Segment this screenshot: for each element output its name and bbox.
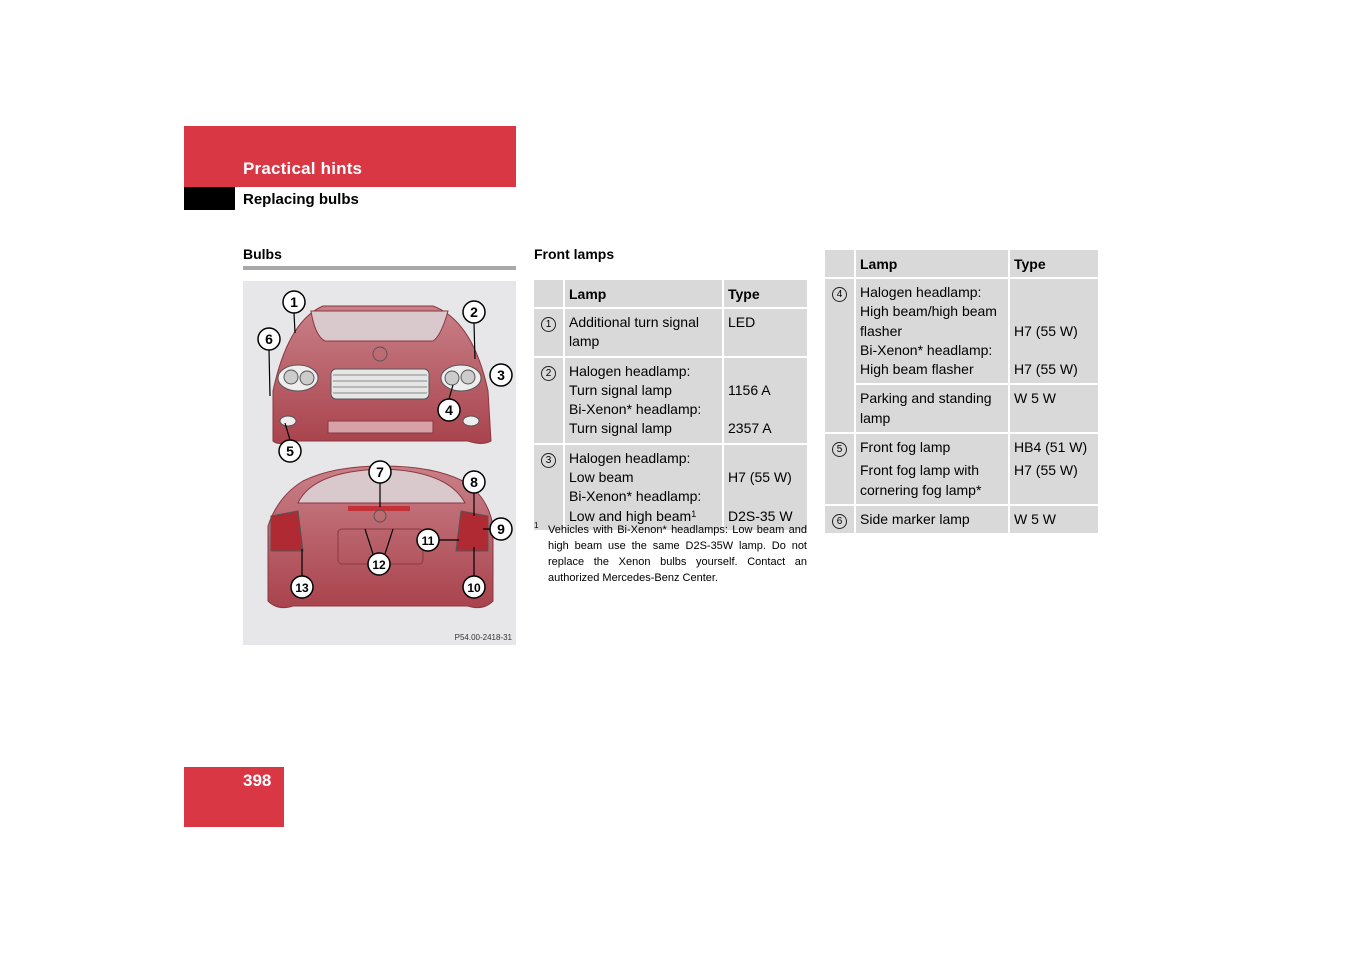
callout-6 <box>258 328 280 350</box>
lamp-header: Lamp <box>564 280 723 308</box>
section-subtitle: Replacing bulbs <box>243 191 359 208</box>
type-header: Type <box>1009 250 1098 278</box>
row-number: 1 <box>541 317 556 332</box>
svg-text:12: 12 <box>372 558 386 572</box>
lamp-cell: Parking and standing lamp <box>855 384 1009 433</box>
type-cell: H7 (55 W) H7 (55 W) <box>1009 278 1098 384</box>
lamp-cell: Side marker lamp <box>855 505 1009 534</box>
svg-text:5: 5 <box>286 443 294 459</box>
footnote-text: Vehicles with Bi-Xenon* headlamps: Low beam and high beam use the same D2S-35W lamp. Do not replace the Xenon bulbs yourself. Contact an authorized Mercedes-Benz Center. <box>548 524 807 584</box>
svg-text:3: 3 <box>497 367 505 383</box>
table-row <box>825 457 1098 505</box>
table-row <box>825 505 1098 534</box>
svg-text:11: 11 <box>421 534 435 548</box>
lamp-cell: Front fog lamp with cornering fog lamp* <box>855 457 1009 505</box>
row-number: 5 <box>832 442 847 457</box>
callout-1 <box>283 291 305 313</box>
type-cell: H7 (55 W) <box>1009 457 1098 505</box>
callout-11 <box>417 529 439 551</box>
type-cell: H7 (55 W) D2S-35 W <box>723 444 807 531</box>
callout-7 <box>369 461 391 483</box>
svg-text:1: 1 <box>290 294 298 310</box>
callout-13 <box>291 576 313 598</box>
type-cell: W 5 W <box>1009 505 1098 534</box>
callout-5 <box>279 440 301 462</box>
svg-text:4: 4 <box>445 402 453 418</box>
table-header <box>825 250 1098 278</box>
lamp-cell: Halogen headlamp: High beam/high beam flasher Bi-Xenon* headlamp: High beam flasher <box>855 278 1009 384</box>
front-car-view <box>273 306 491 444</box>
table-row <box>825 433 1098 457</box>
table-row <box>534 357 807 444</box>
callout-10 <box>463 576 485 598</box>
callout-12 <box>368 553 390 575</box>
front-lamps-heading: Front lamps <box>534 246 615 262</box>
bulbs-heading: Bulbs <box>243 246 282 262</box>
svg-text:2: 2 <box>470 304 478 320</box>
lamp-cell: Additional turn signal lamp <box>564 308 723 357</box>
table-row <box>825 384 1098 433</box>
table-row <box>534 308 807 357</box>
callout-9 <box>490 518 512 540</box>
table-row <box>534 444 807 531</box>
lamp-header: Lamp <box>855 250 1009 278</box>
type-cell: 1156 A 2357 A <box>723 357 807 444</box>
callout-4 <box>438 399 460 421</box>
table-header <box>534 280 807 308</box>
table-row <box>825 278 1098 384</box>
svg-text:9: 9 <box>497 521 505 537</box>
callout-3 <box>490 364 512 386</box>
front-lamps-table-2 <box>825 250 1098 535</box>
heading-rule <box>243 266 516 270</box>
footnote-mark: 1 <box>691 508 697 519</box>
svg-text:13: 13 <box>295 581 309 595</box>
svg-text:10: 10 <box>467 581 481 595</box>
svg-text:6: 6 <box>265 331 273 347</box>
row-number: 4 <box>832 287 847 302</box>
type-cell: LED <box>723 308 807 357</box>
callout-8 <box>463 471 485 493</box>
row-number: 2 <box>541 366 556 381</box>
page-number: 398 <box>243 771 272 790</box>
chapter-title: Practical hints <box>243 159 363 178</box>
footnote <box>534 522 807 586</box>
car-bulb-figure <box>243 281 516 645</box>
lamp-cell: Halogen headlamp: Low beam Bi-Xenon* headlamp: Low and high beam$^1$ <box>564 444 723 531</box>
type-cell: W 5 W <box>1009 384 1098 433</box>
section-marker <box>184 187 235 210</box>
lamp-cell: Front fog lamp <box>855 433 1009 457</box>
type-cell: HB4 (51 W) <box>1014 439 1088 456</box>
svg-text:8: 8 <box>470 474 478 490</box>
footnote-number: 1 <box>534 521 539 530</box>
svg-text:7: 7 <box>376 464 384 480</box>
front-lamps-table-1 <box>534 280 807 532</box>
figure-code: P54.00-2418-31 <box>454 633 512 642</box>
lamp-cell: Halogen headlamp: Turn signal lamp Bi-Xenon* headlamp: Turn signal lamp <box>564 357 723 444</box>
row-number: 3 <box>541 453 556 468</box>
type-header: Type <box>723 280 807 308</box>
car-illustration <box>243 281 516 645</box>
row-number: 6 <box>832 514 847 529</box>
callout-2 <box>463 301 485 323</box>
